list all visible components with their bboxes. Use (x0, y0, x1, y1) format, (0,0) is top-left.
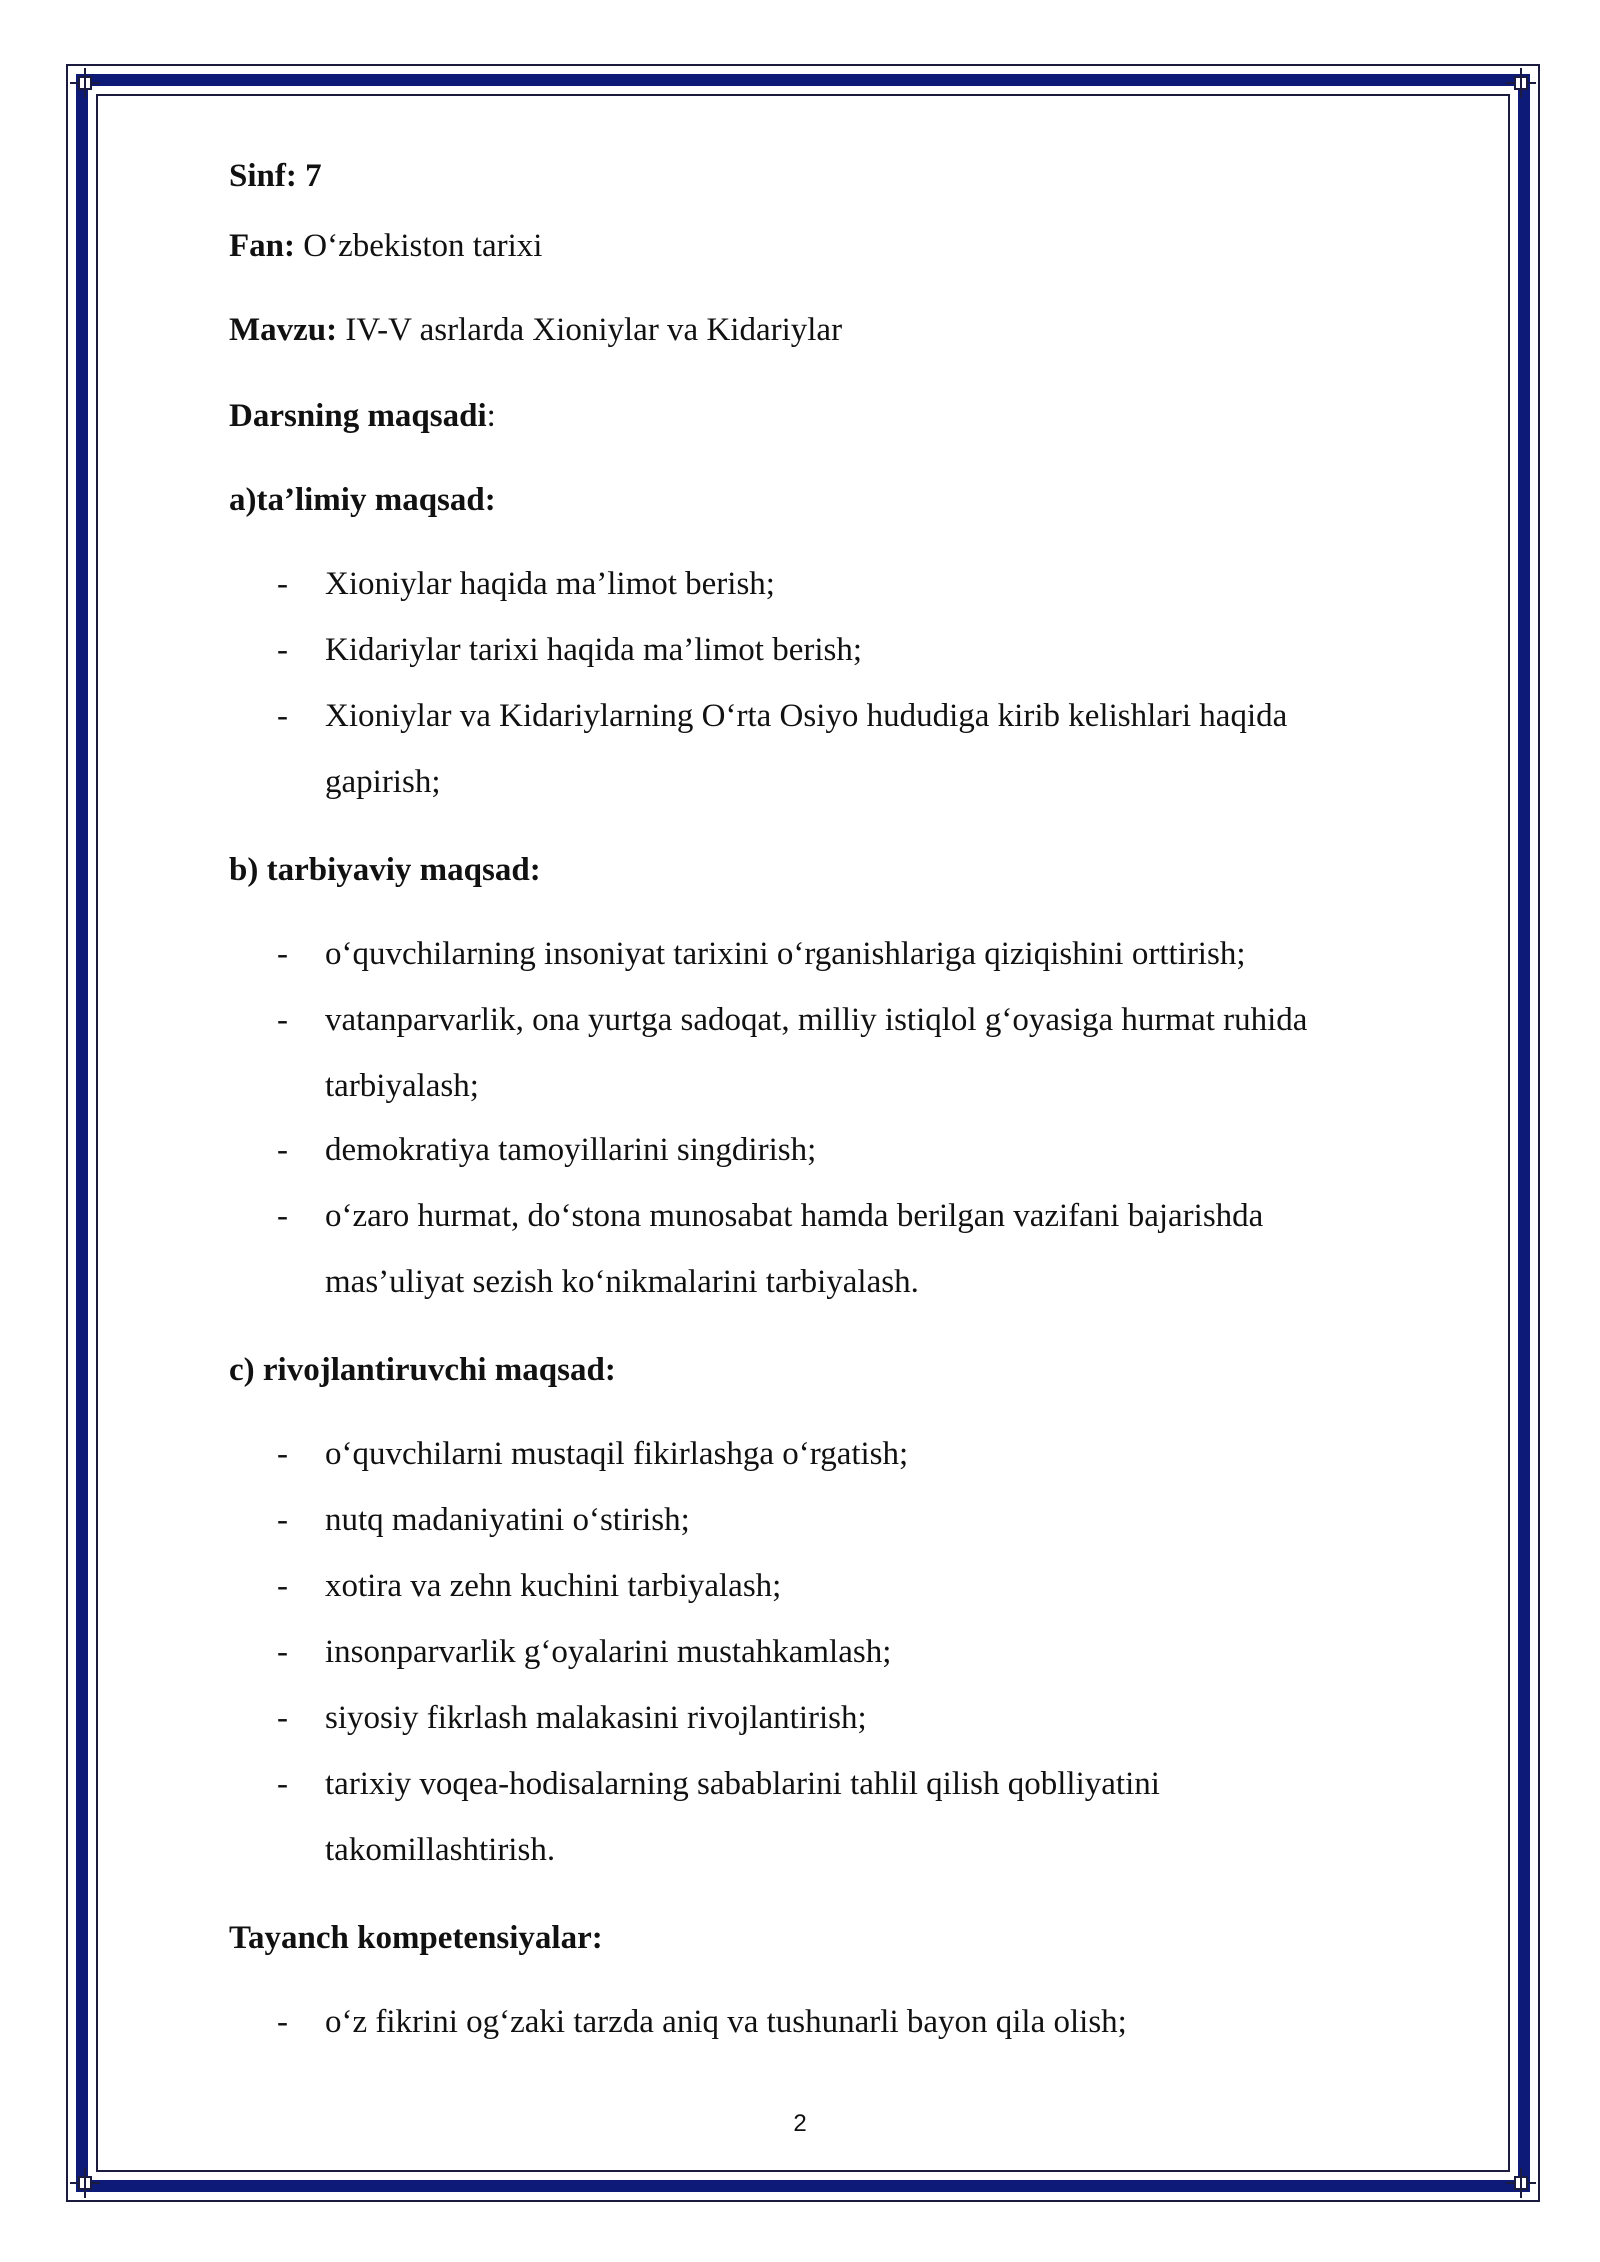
bullet-dash: - (277, 698, 288, 734)
sinf-line (229, 156, 322, 196)
darsning-maqsadi-line (229, 396, 496, 436)
bullet-dash: - (277, 632, 288, 668)
mavzu-line (229, 310, 842, 350)
corner-ornament-bottom-left (70, 2168, 100, 2198)
bullet-dash: - (277, 566, 288, 602)
mavzu-label: Mavzu: (229, 312, 338, 348)
section-heading-rivojlantiruvchi: c) rivojlantiruvchi maqsad: (229, 1352, 616, 1388)
section-heading-talimiy: a)ta’limiy maqsad: (229, 482, 496, 518)
corner-ornament-top-right (1506, 68, 1536, 98)
darsning-colon: : (486, 398, 496, 434)
page-number: 2 (793, 2110, 807, 2137)
corner-ornament-bottom-right (1506, 2168, 1536, 2198)
bullet-dash: - (277, 2004, 288, 2040)
fan-label: Fan: (229, 228, 295, 264)
section-heading-tarbiyaviy: b) tarbiyaviy maqsad: (229, 852, 541, 888)
bullet-dash: - (277, 936, 288, 972)
sinf-label: Sinf: (229, 158, 297, 194)
darsning-label: Darsning maqsadi (229, 398, 487, 434)
corner-ornament-top-left (70, 68, 100, 98)
bullet-dash: - (277, 1700, 288, 1736)
bullet-dash: - (277, 1132, 288, 1168)
bullet-dash: - (277, 1002, 288, 1038)
fan-line (229, 226, 542, 266)
sinf-value: 7 (305, 158, 322, 194)
bullet-dash: - (277, 1568, 288, 1604)
bullet-dash: - (277, 1198, 288, 1234)
section-heading-tayanch-kompetensiyalar: Tayanch kompetensiyalar: (229, 1920, 603, 1956)
mavzu-value: IV-V asrlarda Xioniylar va Kidariylar (345, 312, 843, 348)
bullet-dash: - (277, 1502, 288, 1538)
bullet-dash: - (277, 1634, 288, 1670)
bullet-dash: - (277, 1766, 288, 1802)
bullet-dash: - (277, 1436, 288, 1472)
fan-value: O‘zbekiston tarixi (303, 228, 543, 264)
